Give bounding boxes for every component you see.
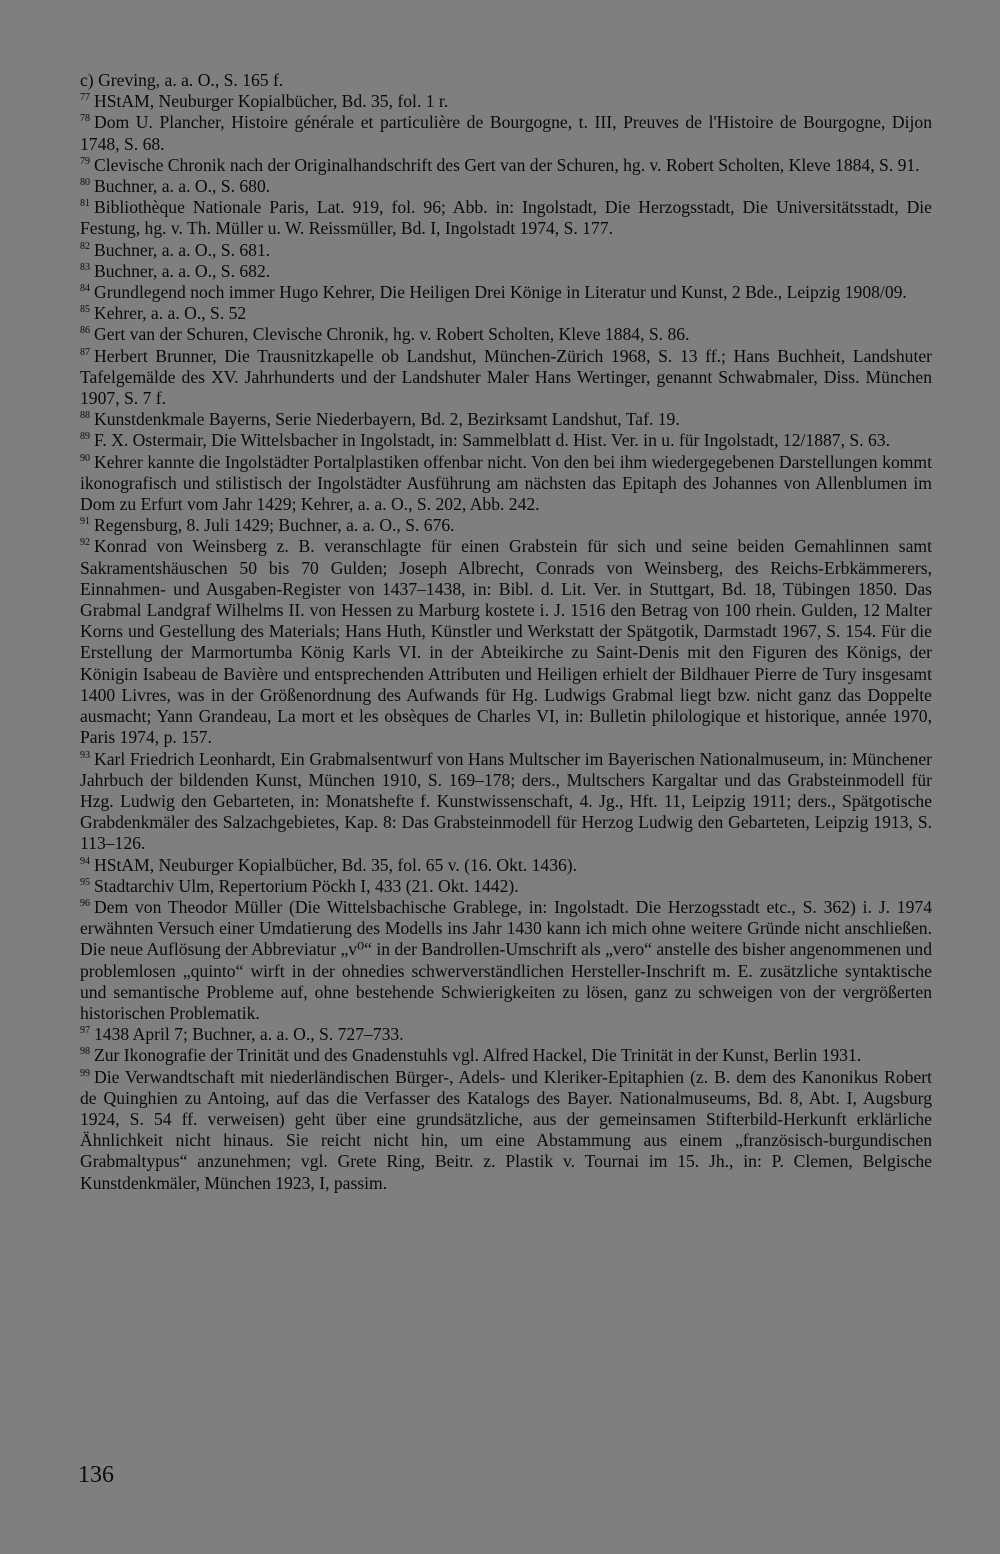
footnote-text: Buchner, a. a. O., S. 682. <box>94 260 271 281</box>
footnote-91 <box>80 515 932 536</box>
footnote-number: 80 <box>80 177 90 189</box>
footnote-text: Regensburg, 8. Juli 1429; Buchner, a. a. O., S. 676. <box>94 515 455 536</box>
footnote-96 <box>80 897 932 1024</box>
footnote-text: Die Verwandtschaft mit niederländischen Bürger-, Adels- und Kleriker-Epitaphien (z. B. dem des Kanonikus Robert de Quinghien zu Antoing, auf das die Verfasser des Katalogs des Bayer. Nationalmuseums, Bd. 8, Abt. I, Augsburg 1924, S. 54 ff. verweisen) geht über eine grundsätzliche, aus der gemeinsamen Stifterbild-Herkunft erklärliche Ähnlichkeit nicht hinaus. Sie reicht nicht hin, um eine Abstammung aus einem „französisch-burgundischen Grabmaltypus“ anzunehmen; vgl. Grete Ring, Beitr. z. Plastik v. Tournai im 15. Jh., in: P. Clemen, Belgische Kunstdenkmäler, München 1923, I, passim. <box>80 1066 932 1193</box>
footnote-text: Kehrer kannte die Ingolstädter Portalplastiken offenbar nicht. Von den bei ihm wiedergegebenen Darstellungen kommt ikonografisch und stilistisch der Ingolstädter Ausführung am nächsten das Epitaph des Johannes von Allenblumen im Dom zu Erfurt vom Jahr 1429; Kehrer, a. a. O., S. 202, Abb. 242. <box>80 451 932 515</box>
footnote-text: Kehrer, a. a. O., S. 52 <box>94 303 247 324</box>
page-number: 136 <box>78 1462 114 1488</box>
footnote-number: 95 <box>80 876 90 888</box>
footnote-number: 98 <box>80 1046 90 1058</box>
footnote-94 <box>80 855 932 876</box>
footnote-93 <box>80 749 932 855</box>
footnote-78 <box>80 112 932 154</box>
footnote-text: Kunstdenkmale Bayerns, Serie Niederbayern, Bd. 2, Bezirksamt Landshut, Taf. 19. <box>94 409 680 430</box>
footnote-text: Herbert Brunner, Die Trausnitzkapelle ob Landshut, München-Zürich 1968, S. 13 ff.; Hans Buchheit, Landshuter Tafelgemälde des XV. Jahrhunderts und der Landshuter Maler Hans Wertinger, genannt Schwabmaler, Diss. München 1907, S. 7 f. <box>80 345 932 409</box>
footnote-number: 78 <box>80 113 90 125</box>
footnote-number: 82 <box>80 240 90 252</box>
footnote-text: Buchner, a. a. O., S. 681. <box>94 239 271 260</box>
footnote-text: Konrad von Weinsberg z. B. veranschlagte für einen Grabstein für sich und seine beiden Gemahlinnen samt Sakramentshäuschen 50 bis 70 Gulden; Joseph Albrecht, Conrads von Weinsberg, des Reichs-Erbkämmerers, Einnahmen- und Ausgaben-Register von 1437–1438, in: Bibl. d. Lit. Ver. in Stuttgart, Bd. 18, Tübingen 1850. Das Grabmal Landgraf Wilhelms II. von Hessen zu Marburg kostete i. J. 1516 den Betrag von 100 rhein. Gulden, 12 Malter Korns und Gestellung des Materials; Hans Huth, Künstler und Werkstatt der Spätgotik, Darmstadt 1967, S. 154. Für die Erstellung der Marmortumba König Karls VI. in der Abteikirche zu Saint-Denis mit den Figuren des Königs, der Königin Isabeau de Bavière und entsprechenden Attributen und Heiligen erhielt der Bildhauer Pierre de Tury insgesamt 1400 Livres, was in der Größenordnung des Aufwands für Hg. Ludwigs Grabmal liegt bzw. nicht ganz das Doppelte ausmacht; Yann Grandeau, La mort et les obsèques de Charles VI, in: Bulletin philologique et historique, année 1970, Paris 1974, p. 157. <box>80 536 932 748</box>
footnote-99 <box>80 1067 932 1194</box>
footnote-88 <box>80 409 932 430</box>
footnote-text: Dem von Theodor Müller (Die Wittelsbachische Grablege, in: Ingolstadt. Die Herzogsstadt etc., S. 362) i. J. 1974 erwähnten Versuch einer Umdatierung des Modells ins Jahr 1430 kann ich mich ohne weitere Gründe nicht anschließen. Die neue Auflösung der Abbreviatur „v⁰“ in der Bandrollen-Umschrift als „vero“ anstelle des bisher angenommenen und problemlosen „quinto“ wirft in der ohnedies schwerverständlichen Hersteller-Inschrift m. E. zusätzliche syntaktische und semantische Probleme auf, ohne bestehende Schwierigkeiten zu lösen, ganz zu schweigen von der vergrößerten historischen Problematik. <box>80 896 932 1023</box>
footnote-number: 87 <box>80 346 90 358</box>
footnote-number: 93 <box>80 749 90 761</box>
footnote-85 <box>80 303 932 324</box>
footnote-81 <box>80 197 932 239</box>
footnote-text: Dom U. Plancher, Histoire générale et particulière de Bourgogne, t. III, Preuves de l'Histoire de Bourgogne, Dijon 1748, S. 68. <box>80 112 932 154</box>
footnote-90 <box>80 452 932 516</box>
footnote-text: Zur Ikonografie der Trinität und des Gnadenstuhls vgl. Alfred Hackel, Die Trinität in der Kunst, Berlin 1931. <box>94 1045 862 1066</box>
footnote-text: Grundlegend noch immer Hugo Kehrer, Die Heiligen Drei Könige in Literatur und Kunst, 2 Bde., Leipzig 1908/09. <box>94 282 907 303</box>
footnote-number: 84 <box>80 283 90 295</box>
footnote-number: 97 <box>80 1025 90 1037</box>
footnote-text: 1438 April 7; Buchner, a. a. O., S. 727–733. <box>94 1024 404 1045</box>
footnote-text: Karl Friedrich Leonhardt, Ein Grabmalsentwurf von Hans Multscher im Bayerischen Nationalmuseum, in: Münchener Jahrbuch der bildenden Kunst, München 1910, S. 169–178; ders., Multschers Kargaltar und das Grabsteinmodell für Hzg. Ludwig den Gebarteten, in: Monatshefte f. Kunstwissenschaft, 4. Jg., Hft. 11, Leipzig 1911; ders., Spätgotische Grabdenkmäler des Salzachgebietes, Kap. 8: Das Grabsteinmodell für Herzog Ludwig den Gebarteten, Leipzig 1913, S. 113–126. <box>80 748 932 854</box>
footnote-89 <box>80 430 932 451</box>
footnote-number: 91 <box>80 516 90 528</box>
footnote-text: Stadtarchiv Ulm, Repertorium Pöckh I, 433 (21. Okt. 1442). <box>94 875 519 896</box>
footnote-number: 81 <box>80 198 90 210</box>
footnote-83 <box>80 261 932 282</box>
footnote-number: 85 <box>80 304 90 316</box>
footnote-97 <box>80 1024 932 1045</box>
footnote-86 <box>80 324 932 345</box>
footnote-79 <box>80 155 932 176</box>
footnote-92 <box>80 536 932 748</box>
footnote-number: 90 <box>80 452 90 464</box>
footnotes-block <box>80 70 932 1194</box>
footnote-text: Clevische Chronik nach der Originalhandschrift des Gert van der Schuren, hg. v. Robert Scholten, Kleve 1884, S. 91. <box>94 154 920 175</box>
footnote-95 <box>80 876 932 897</box>
footnote-number: 94 <box>80 855 90 867</box>
footnote-87 <box>80 346 932 410</box>
footnote-number: 92 <box>80 537 90 549</box>
footnote-80 <box>80 176 932 197</box>
footnote-84 <box>80 282 932 303</box>
footnote-number: 83 <box>80 261 90 273</box>
footnote-text: Gert van der Schuren, Clevische Chronik, hg. v. Robert Scholten, Kleve 1884, S. 86. <box>94 324 690 345</box>
footnote-text: HStAM, Neuburger Kopialbücher, Bd. 35, fol. 1 r. <box>94 91 449 112</box>
footnote-number: 99 <box>80 1067 90 1079</box>
footnote-82 <box>80 240 932 261</box>
footnote-text: HStAM, Neuburger Kopialbücher, Bd. 35, fol. 65 v. (16. Okt. 1436). <box>94 854 578 875</box>
footnote-number: 88 <box>80 410 90 422</box>
footnote-98 <box>80 1045 932 1066</box>
footnote-number: 96 <box>80 897 90 909</box>
footnote-text: F. X. Ostermair, Die Wittelsbacher in Ingolstadt, in: Sammelblatt d. Hist. Ver. in u. für Ingolstadt, 12/1887, S. 63. <box>94 430 890 451</box>
footnote-text: Buchner, a. a. O., S. 680. <box>94 176 271 197</box>
footnote-number: 77 <box>80 92 90 104</box>
footnote-text: Bibliothèque Nationale Paris, Lat. 919, fol. 96; Abb. in: Ingolstadt, Die Herzogsstadt, Die Universitätsstadt, Die Festung, hg. v. Th. Müller u. W. Reissmüller, Bd. I, Ingolstadt 1974, S. 177. <box>80 197 932 239</box>
footnote-continuation: c) Greving, a. a. O., S. 165 f. <box>80 70 284 90</box>
footnote-number: 79 <box>80 155 90 167</box>
footnote-number: 86 <box>80 325 90 337</box>
footnote-number: 89 <box>80 431 90 443</box>
footnote-77 <box>80 91 932 112</box>
